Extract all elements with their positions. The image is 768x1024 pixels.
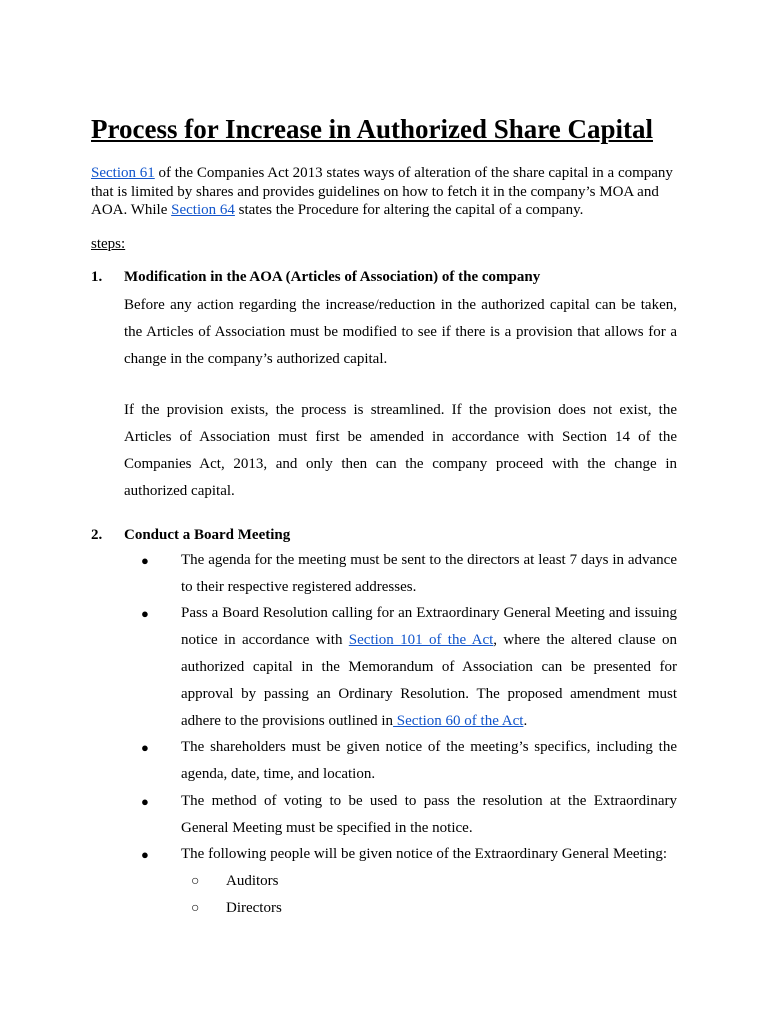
sub-item-auditors: Auditors <box>226 873 279 889</box>
bullet-3-text: The shareholders must be given notice of the meeting’s specifics, including the agenda, date, time, and location. <box>181 739 677 782</box>
step-2-heading: Conduct a Board Meeting <box>124 527 291 543</box>
step-1-paragraph-1: Before any action regarding the increase/reduction in the authorized capital can be taken, the Articles of Association must be modified to see if there is a provision that allows for a change in the company’s authorized capital. <box>124 297 677 367</box>
sub-bullet-1-marker: ○ <box>191 874 200 889</box>
step-1-number: 1. <box>91 269 103 285</box>
intro-text-1: of the Companies Act 2013 states ways of alteration of the share capital in a company that is limited by shares and provides guidelines on how to fetch it in the company’s MOA and AOA. While <box>91 165 673 218</box>
bullet-5-text: The following people will be given notice of the Extraordinary General Meeting: <box>181 846 668 862</box>
sub-bullet-2-marker: ○ <box>191 901 200 916</box>
step-1-heading: Modification in the AOA (Articles of Association) of the company <box>124 269 541 285</box>
step-1-paragraph-2: If the provision exists, the process is streamlined. If the provision does not exist, the Articles of Association must first be amended in accordance with Section 14 of the Companies Act, 2013, and only then can the company proceed with the change in authorized capital. <box>124 402 677 499</box>
page-title: Process for Increase in Authorized Share Capital <box>91 114 653 144</box>
bullet-1-marker: ● <box>141 553 149 568</box>
steps-label: steps: <box>91 236 126 252</box>
sub-item-directors: Directors <box>226 900 282 916</box>
intro-paragraph <box>91 164 681 220</box>
bullet-2-text <box>181 600 677 735</box>
section-101-link[interactable]: Section 101 of the Act <box>348 632 494 648</box>
bullet-2-text-b: , where the altered clause on authorized capital in the Memorandum of Association can be presented for approval by passing an Ordinary Resolution. The proposed amendment must adhere to the provisions outlined in <box>181 632 677 729</box>
section-61-link[interactable]: Section 61 <box>91 165 155 181</box>
bullet-4-marker: ● <box>141 794 149 809</box>
bullet-2-text-c: . <box>523 713 528 729</box>
section-64-link[interactable]: Section 64 <box>171 202 235 218</box>
intro-text-2: states the Procedure for altering the capital of a company. <box>234 202 584 218</box>
bullet-4-text: The method of voting to be used to pass the resolution at the Extraordinary General Meeting must be specified in the notice. <box>181 793 677 836</box>
bullet-3-marker: ● <box>141 740 149 755</box>
bullet-1-text: The agenda for the meeting must be sent to the directors at least 7 days in advance to their respective registered addresses. <box>181 552 677 595</box>
bullet-5-marker: ● <box>141 847 149 862</box>
bullet-2-marker: ● <box>141 606 149 621</box>
section-60-link[interactable]: Section 60 of the Act <box>393 713 524 729</box>
bullet-2-text-a: Pass a Board Resolution calling for an Extraordinary General Meeting and issuing notice in accordance with <box>181 605 677 648</box>
step-2-number: 2. <box>91 527 103 543</box>
